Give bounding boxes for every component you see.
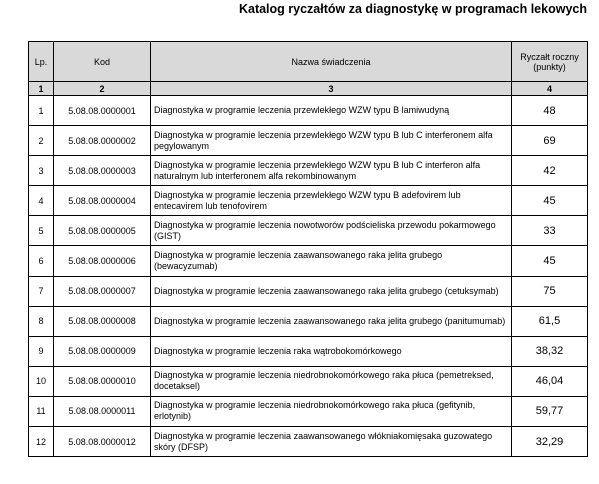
table-row: [29, 276, 588, 306]
table-row: [29, 366, 588, 396]
table-row: [29, 186, 588, 216]
cell-kod: 5.08.08.0000007: [54, 276, 151, 306]
cell-nazwa: Diagnostyka w programie leczenia przewlekłego WZW typu B adefovirem lub entecavirem lub tenofovirem: [151, 186, 512, 216]
catalog-table: [28, 41, 588, 457]
header-kod: Kod: [54, 42, 151, 82]
cell-lp: 8: [29, 306, 54, 336]
cell-kod: 5.08.08.0000006: [54, 246, 151, 276]
cell-lp: 12: [29, 427, 54, 457]
column-number: 1: [29, 82, 54, 96]
column-number: 2: [54, 82, 151, 96]
header-nazwa: Nazwa świadczenia: [151, 42, 512, 82]
cell-nazwa: Diagnostyka w programie leczenia zaawansowanego raka jelita grubego (cetuksymab): [151, 276, 512, 306]
cell-lp: 2: [29, 126, 54, 156]
cell-nazwa: Diagnostyka w programie leczenia przewlekłego WZW typu B lub C interferon alfa naturalnym lub interferonem alfa rekombinowanym: [151, 156, 512, 186]
cell-nazwa: Diagnostyka w programie leczenia nowotworów podścieliska przewodu pokarmowego (GIST): [151, 216, 512, 246]
cell-kod: 5.08.08.0000009: [54, 336, 151, 366]
table-row: [29, 216, 588, 246]
table-row: [29, 427, 588, 457]
cell-ryczalt: 45: [512, 246, 588, 276]
cell-lp: 11: [29, 396, 54, 426]
cell-lp: 5: [29, 216, 54, 246]
page-title: Katalog ryczałtów za diagnostykę w programach lekowych: [238, 2, 587, 16]
cell-ryczalt: 69: [512, 126, 588, 156]
column-number: 4: [512, 82, 588, 96]
cell-kod: 5.08.08.0000008: [54, 306, 151, 336]
table-row: [29, 306, 588, 336]
table-row: [29, 246, 588, 276]
cell-kod: 5.08.08.0000005: [54, 216, 151, 246]
cell-ryczalt: 32,29: [512, 427, 588, 457]
cell-nazwa: Diagnostyka w programie leczenia zaawansowanego raka jelita grubego (bewacyzumab): [151, 246, 512, 276]
cell-kod: 5.08.08.0000002: [54, 126, 151, 156]
cell-ryczalt: 33: [512, 216, 588, 246]
cell-nazwa: Diagnostyka w programie leczenia raka wątrobokomórkowego: [151, 336, 512, 366]
cell-ryczalt: 45: [512, 186, 588, 216]
table-row: [29, 126, 588, 156]
header-lp: Lp.: [29, 42, 54, 82]
cell-kod: 5.08.08.0000004: [54, 186, 151, 216]
cell-kod: 5.08.08.0000011: [54, 396, 151, 426]
cell-nazwa: Diagnostyka w programie leczenia niedrobnokomórkowego raka płuca (pemetreksed, docetaksel): [151, 366, 512, 396]
column-number-row: [29, 82, 588, 96]
cell-kod: 5.08.08.0000001: [54, 96, 151, 126]
cell-ryczalt: 46,04: [512, 366, 588, 396]
cell-lp: 3: [29, 156, 54, 186]
cell-lp: 1: [29, 96, 54, 126]
cell-kod: 5.08.08.0000012: [54, 427, 151, 457]
cell-lp: 4: [29, 186, 54, 216]
cell-lp: 9: [29, 336, 54, 366]
cell-ryczalt: 75: [512, 276, 588, 306]
cell-kod: 5.08.08.0000003: [54, 156, 151, 186]
table-row: [29, 156, 588, 186]
cell-ryczalt: 42: [512, 156, 588, 186]
header-ryczalt: Ryczałt roczny (punkty): [512, 42, 588, 82]
cell-ryczalt: 59,77: [512, 396, 588, 426]
cell-nazwa: Diagnostyka w programie leczenia niedrobnokomórkowego raka płuca (gefitynib, erlotynib): [151, 396, 512, 426]
column-number: 3: [151, 82, 512, 96]
cell-nazwa: Diagnostyka w programie leczenia zaawansowanego raka jelita grubego (panitumumab): [151, 306, 512, 336]
cell-lp: 6: [29, 246, 54, 276]
cell-nazwa: Diagnostyka w programie leczenia zaawansowanego włókniakomięsaka guzowatego skóry (DFSP): [151, 427, 512, 457]
cell-ryczalt: 38,32: [512, 336, 588, 366]
cell-lp: 7: [29, 276, 54, 306]
cell-kod: 5.08.08.0000010: [54, 366, 151, 396]
table-row: [29, 396, 588, 426]
cell-ryczalt: 48: [512, 96, 588, 126]
cell-ryczalt: 61,5: [512, 306, 588, 336]
header-row: [29, 42, 588, 82]
table-row: [29, 336, 588, 366]
cell-lp: 10: [29, 366, 54, 396]
table-row: [29, 96, 588, 126]
cell-nazwa: Diagnostyka w programie leczenia przewlekłego WZW typu B lub C interferonem alfa pegylowanym: [151, 126, 512, 156]
cell-nazwa: Diagnostyka w programie leczenia przewlekłego WZW typu B lamiwudyną: [151, 96, 512, 126]
